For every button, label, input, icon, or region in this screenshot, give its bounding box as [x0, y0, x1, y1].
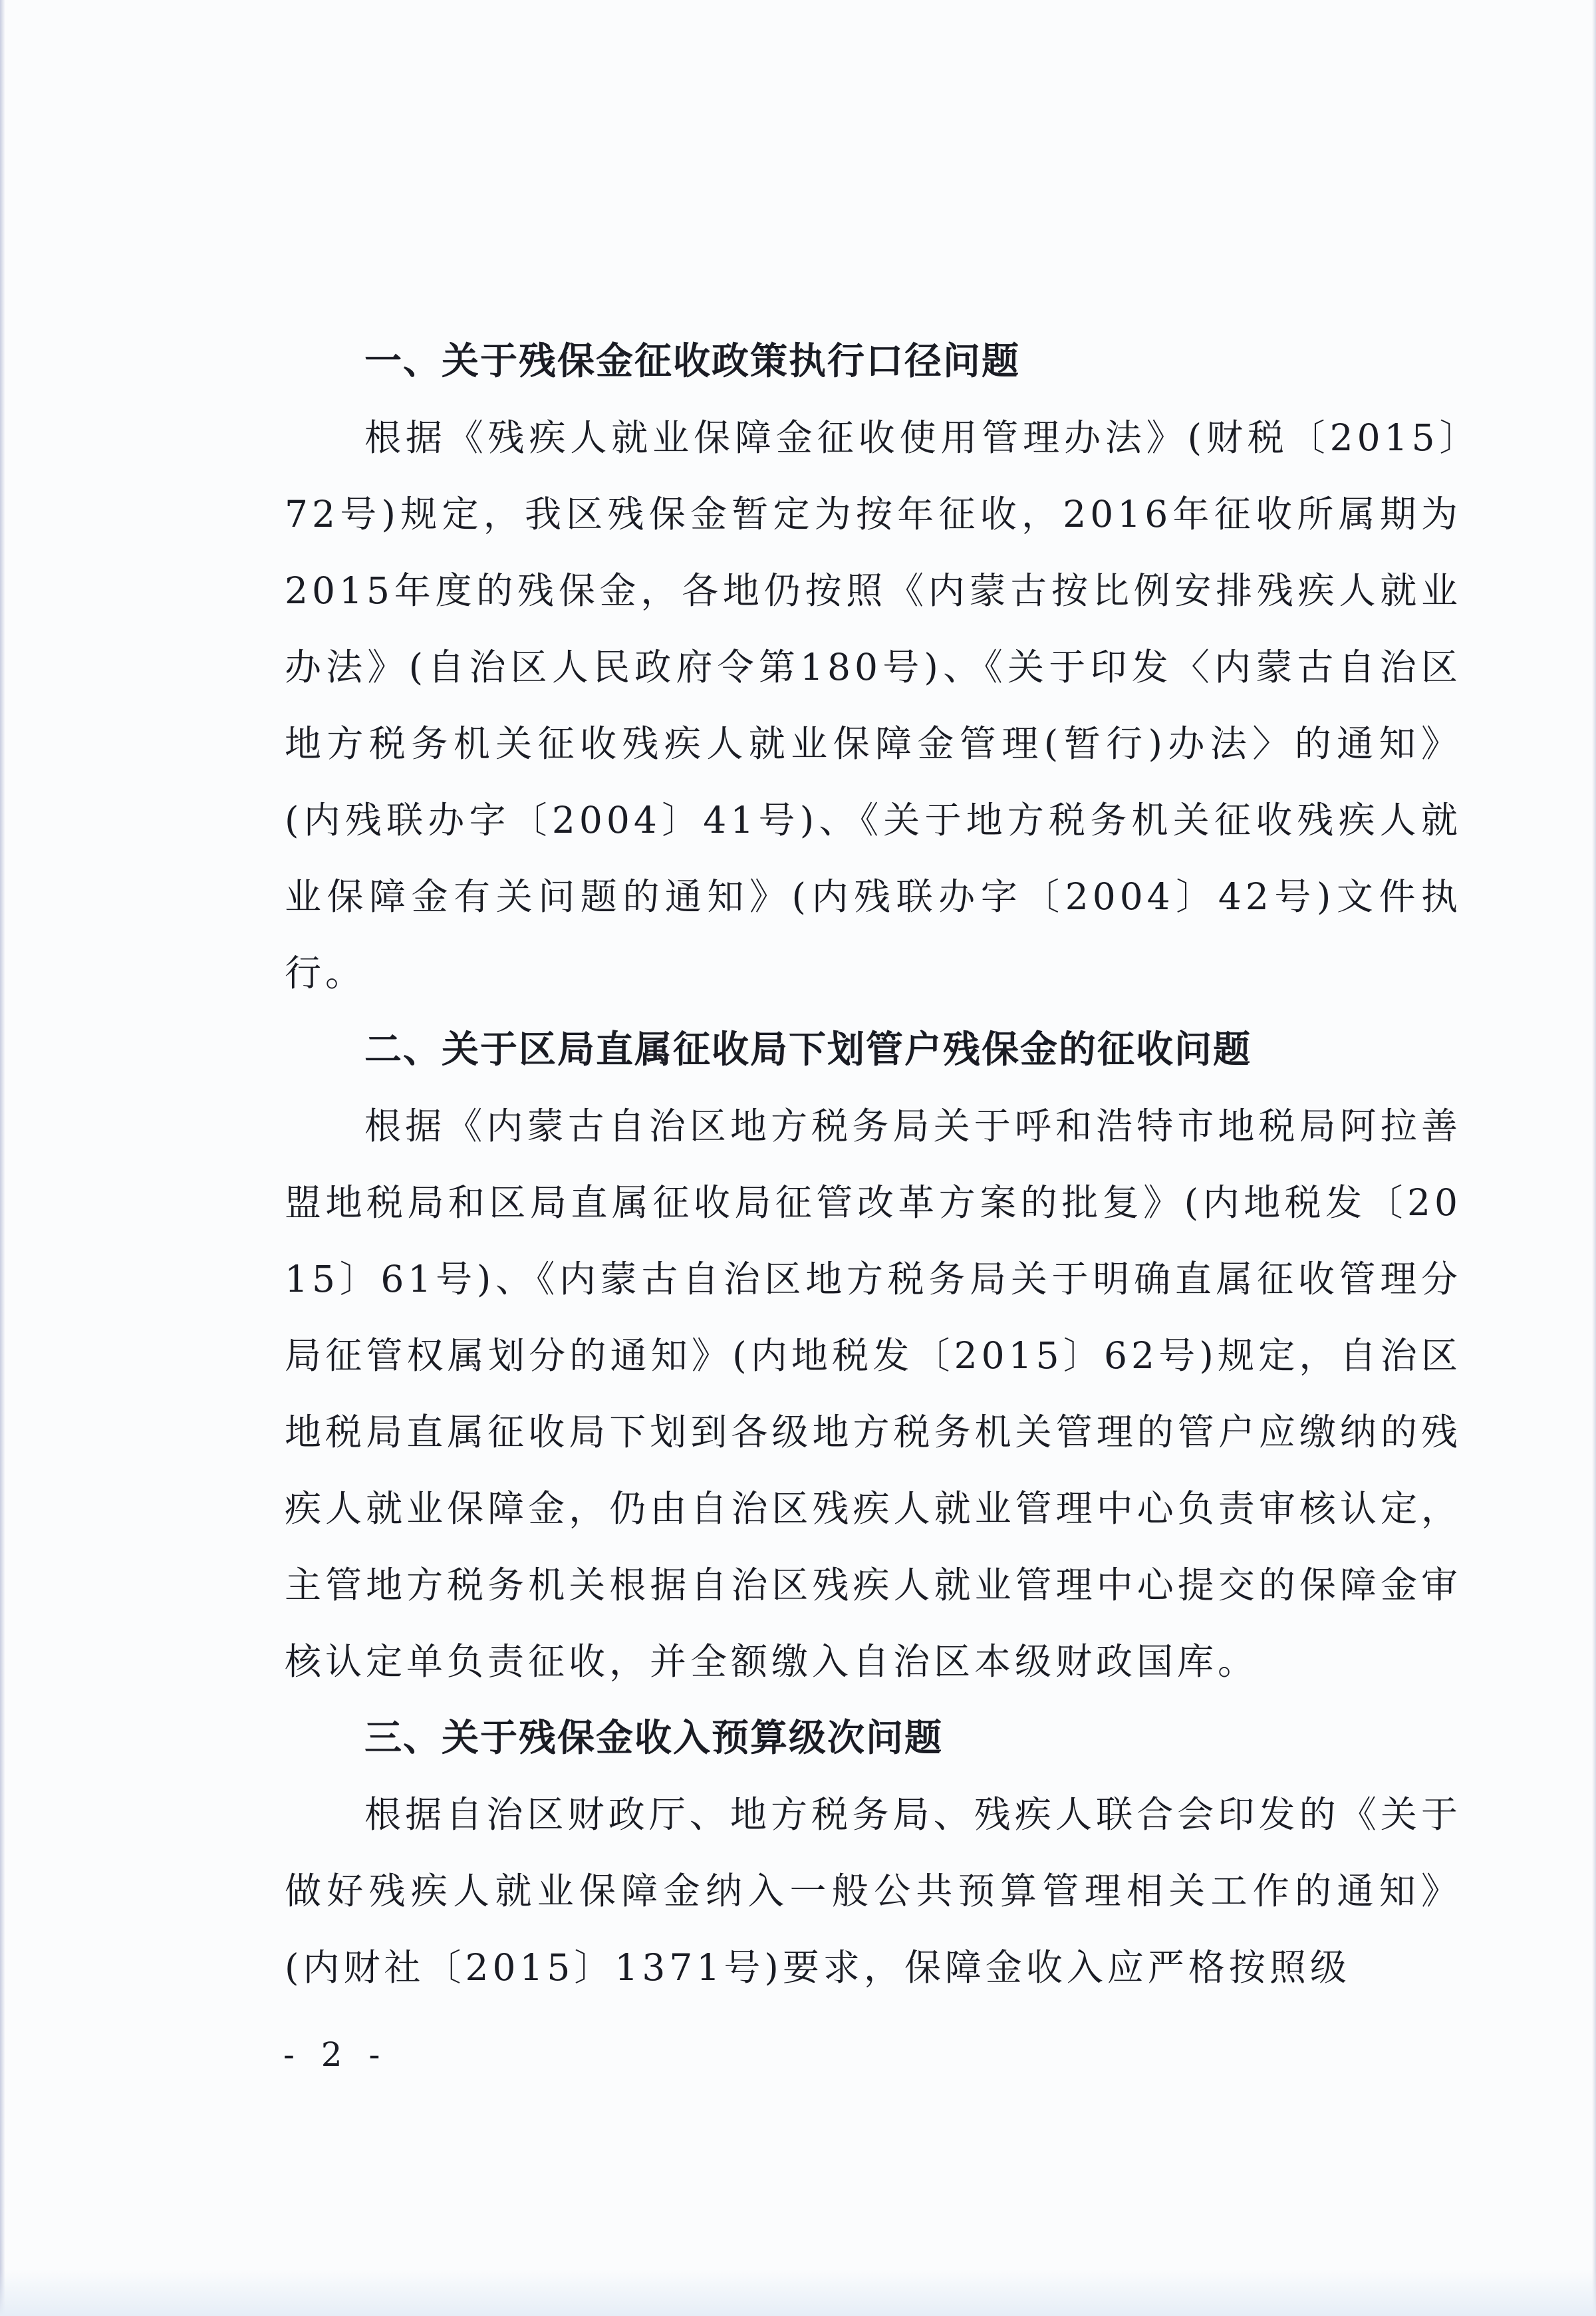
section-2-body: 根据《内蒙古自治区地方税务局关于呼和浩特市地税局阿拉善盟地税局和区局直属征收局征管改革方案的批复》(内地税发〔2015〕61号)、《内蒙古自治区地方税务局关于明确直属征收管理分局征管权属划分的通知》(内地税发〔2015〕62号)规定，自治区地税局直属征收局下划到各级地方税务机关管理的管户应缴纳的残疾人就业保障金，仍由自治区残疾人就业管理中心负责审核认定，主管地方税务机关根据自治区残疾人就业管理中心提交的保障金审核认定单负责征收，并全额缴入自治区本级财政国库。	[285, 1105, 1462, 1683]
scan-edge-bottom	[0, 2269, 1596, 2316]
scan-edge-left	[0, 0, 5, 2316]
page-number: - 2 -	[283, 2035, 388, 2074]
section-1-body: 根据《残疾人就业保障金征收使用管理办法》(财税〔2015〕72号)规定，我区残保金暂定为按年征收，2016年征收所属期为2015年度的残保金，各地仍按照《内蒙古按比例安排残疾人就业办法》(自治区人民政府令第180号)、《关于印发〈内蒙古自治区地方税务机关征收残疾人就业保障金管理(暂行)办法〉的通知》(内残联办字〔2004〕41号)、《关于地方税务机关征收残疾人就业保障金有关问题的通知》(内残联办字〔2004〕42号)文件执行。	[285, 416, 1462, 994]
section-2-heading: 二、关于区局直属征收局下划管户残保金的征收问题	[364, 1028, 1252, 1072]
scan-edge-right	[1592, 0, 1596, 2316]
section-3-heading: 三、关于残保金收入预算级次问题	[364, 1717, 943, 1760]
section-3-body: 根据自治区财政厅、地方税务局、残疾人联合会印发的《关于做好残疾人就业保障金纳入一般公共预算管理相关工作的通知》(内财社〔2015〕1371号)要求，保障金收入应严格按照级	[285, 1793, 1462, 1989]
section-3	[285, 1700, 1462, 2006]
section-1	[285, 323, 1462, 1012]
section-2	[285, 1012, 1462, 1700]
document-page	[285, 323, 1462, 2006]
section-1-heading: 一、关于残保金征收政策执行口径问题	[364, 340, 1020, 383]
